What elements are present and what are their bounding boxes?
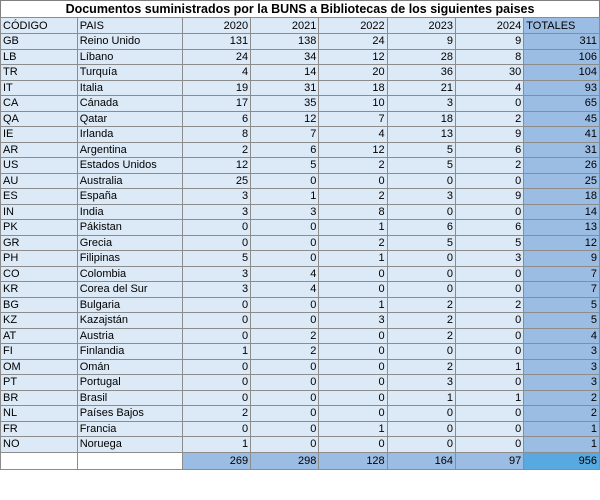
cell-year-2020[interactable]: 17 bbox=[182, 96, 250, 112]
cell-year-2021[interactable]: 0 bbox=[251, 297, 319, 313]
cell-year-2024[interactable]: 0 bbox=[455, 313, 523, 329]
cell-year-2022[interactable]: 3 bbox=[319, 313, 387, 329]
cell-year-2024[interactable]: 2 bbox=[455, 111, 523, 127]
cell-year-2020[interactable]: 2 bbox=[182, 406, 250, 422]
cell-year-2022[interactable]: 0 bbox=[319, 390, 387, 406]
table-row bbox=[1, 344, 600, 360]
cell-total[interactable]: 9 bbox=[524, 251, 600, 267]
cell-year-2020[interactable]: 131 bbox=[182, 34, 250, 50]
header-year-2021[interactable]: 2021 bbox=[251, 18, 319, 34]
table-row bbox=[1, 297, 600, 313]
cell-year-2022[interactable]: 0 bbox=[319, 173, 387, 189]
table-row bbox=[1, 220, 600, 236]
cell-year-2024[interactable]: 30 bbox=[455, 65, 523, 81]
cell-country[interactable]: Argentina bbox=[77, 142, 182, 158]
cell-year-2020[interactable]: 24 bbox=[182, 49, 250, 65]
cell-total[interactable]: 93 bbox=[524, 80, 600, 96]
cell-total[interactable]: 12 bbox=[524, 235, 600, 251]
cell-country[interactable]: Irlanda bbox=[77, 127, 182, 143]
cell-country[interactable]: Finlandia bbox=[77, 344, 182, 360]
cell-year-2022[interactable]: 7 bbox=[319, 111, 387, 127]
cell-total[interactable]: 7 bbox=[524, 282, 600, 298]
cell-year-2022[interactable]: 10 bbox=[319, 96, 387, 112]
cell-year-2022[interactable]: 1 bbox=[319, 421, 387, 437]
cell-year-2020[interactable]: 8 bbox=[182, 127, 250, 143]
cell-year-2023[interactable]: 2 bbox=[387, 328, 455, 344]
cell-year-2024[interactable]: 0 bbox=[455, 173, 523, 189]
cell-year-2022[interactable]: 0 bbox=[319, 328, 387, 344]
cell-year-2020[interactable]: 1 bbox=[182, 344, 250, 360]
cell-country[interactable]: Pákistan bbox=[77, 220, 182, 236]
table-row bbox=[1, 189, 600, 205]
cell-year-2023[interactable]: 2 bbox=[387, 313, 455, 329]
cell-total[interactable]: 65 bbox=[524, 96, 600, 112]
cell-code[interactable]: IT bbox=[1, 80, 78, 96]
cell-country[interactable]: Omán bbox=[77, 359, 182, 375]
cell-code[interactable]: US bbox=[1, 158, 78, 174]
cell-year-2021[interactable]: 0 bbox=[251, 406, 319, 422]
table-row bbox=[1, 375, 600, 391]
cell-year-2021[interactable]: 5 bbox=[251, 158, 319, 174]
cell-year-2021[interactable]: 0 bbox=[251, 235, 319, 251]
cell-country[interactable]: Países Bajos bbox=[77, 406, 182, 422]
cell-year-2023[interactable]: 0 bbox=[387, 421, 455, 437]
cell-code[interactable]: ES bbox=[1, 189, 78, 205]
cell-year-2023[interactable]: 28 bbox=[387, 49, 455, 65]
cell-code[interactable]: AU bbox=[1, 173, 78, 189]
cell-year-2021[interactable]: 34 bbox=[251, 49, 319, 65]
cell-year-2024[interactable]: 5 bbox=[455, 235, 523, 251]
cell-country[interactable]: Grecia bbox=[77, 235, 182, 251]
cell-country[interactable]: Corea del Sur bbox=[77, 282, 182, 298]
cell-year-2024[interactable]: 0 bbox=[455, 266, 523, 282]
table-row bbox=[1, 34, 600, 50]
cell-year-2023[interactable]: 18 bbox=[387, 111, 455, 127]
cell-year-2024[interactable]: 2 bbox=[455, 158, 523, 174]
cell-year-2024[interactable]: 6 bbox=[455, 220, 523, 236]
cell-total[interactable]: 5 bbox=[524, 297, 600, 313]
header-year-2024[interactable]: 2024 bbox=[455, 18, 523, 34]
cell-year-2021[interactable]: 6 bbox=[251, 142, 319, 158]
cell-year-2020[interactable]: 19 bbox=[182, 80, 250, 96]
cell-year-2020[interactable]: 0 bbox=[182, 328, 250, 344]
cell-country[interactable]: Turquía bbox=[77, 65, 182, 81]
cell-year-2021[interactable]: 2 bbox=[251, 328, 319, 344]
cell-year-2021[interactable]: 0 bbox=[251, 173, 319, 189]
cell-year-2020[interactable]: 25 bbox=[182, 173, 250, 189]
table-row bbox=[1, 313, 600, 329]
header-row bbox=[1, 18, 600, 34]
cell-total[interactable]: 106 bbox=[524, 49, 600, 65]
cell-code[interactable]: KZ bbox=[1, 313, 78, 329]
cell-code[interactable]: TR bbox=[1, 65, 78, 81]
cell-year-2024[interactable]: 0 bbox=[455, 282, 523, 298]
cell-year-2021[interactable]: 1 bbox=[251, 189, 319, 205]
cell-total[interactable]: 104 bbox=[524, 65, 600, 81]
cell-year-2024[interactable]: 0 bbox=[455, 437, 523, 453]
table-row bbox=[1, 282, 600, 298]
cell-country[interactable]: Reino Unido bbox=[77, 34, 182, 50]
cell-year-2021[interactable]: 0 bbox=[251, 313, 319, 329]
cell-total[interactable]: 2 bbox=[524, 390, 600, 406]
cell-year-2020[interactable]: 0 bbox=[182, 390, 250, 406]
cell-total[interactable]: 14 bbox=[524, 204, 600, 220]
cell-total[interactable]: 1 bbox=[524, 421, 600, 437]
cell-year-2023[interactable]: 9 bbox=[387, 34, 455, 50]
table-row bbox=[1, 49, 600, 65]
cell-country[interactable]: Estados Unidos bbox=[77, 158, 182, 174]
cell-code[interactable]: FI bbox=[1, 344, 78, 360]
cell-year-2022[interactable]: 0 bbox=[319, 266, 387, 282]
cell-total[interactable]: 13 bbox=[524, 220, 600, 236]
cell-total[interactable]: 1 bbox=[524, 437, 600, 453]
cell-year-2021[interactable]: 0 bbox=[251, 375, 319, 391]
cell-year-2023[interactable]: 0 bbox=[387, 282, 455, 298]
cell-year-2020[interactable]: 1 bbox=[182, 437, 250, 453]
cell-code[interactable]: AT bbox=[1, 328, 78, 344]
cell-year-2021[interactable]: 0 bbox=[251, 251, 319, 267]
cell-year-2021[interactable]: 14 bbox=[251, 65, 319, 81]
cell-year-2020[interactable]: 5 bbox=[182, 251, 250, 267]
year-totals-row bbox=[1, 452, 600, 469]
cell-year-2023[interactable]: 3 bbox=[387, 375, 455, 391]
table-row bbox=[1, 158, 600, 174]
header-year-2023[interactable]: 2023 bbox=[387, 18, 455, 34]
cell-total[interactable]: 3 bbox=[524, 375, 600, 391]
cell-year-2024[interactable]: 3 bbox=[455, 251, 523, 267]
cell-total[interactable]: 3 bbox=[524, 344, 600, 360]
cell-year-2022[interactable]: 1 bbox=[319, 251, 387, 267]
cell-code[interactable]: LB bbox=[1, 49, 78, 65]
cell-code[interactable]: QA bbox=[1, 111, 78, 127]
cell-code[interactable]: PT bbox=[1, 375, 78, 391]
cell-year-2022[interactable]: 8 bbox=[319, 204, 387, 220]
table-row bbox=[1, 127, 600, 143]
header-year-2020[interactable]: 2020 bbox=[182, 18, 250, 34]
header-year-2022[interactable]: 2022 bbox=[319, 18, 387, 34]
cell-total[interactable]: 311 bbox=[524, 34, 600, 50]
table-row bbox=[1, 96, 600, 112]
cell-code[interactable]: PK bbox=[1, 220, 78, 236]
cell-year-2023[interactable]: 5 bbox=[387, 158, 455, 174]
cell-year-2021[interactable]: 3 bbox=[251, 204, 319, 220]
cell-year-2024[interactable]: 6 bbox=[455, 142, 523, 158]
cell-year-2022[interactable]: 0 bbox=[319, 359, 387, 375]
cell-year-2022[interactable]: 2 bbox=[319, 235, 387, 251]
cell-year-2021[interactable]: 138 bbox=[251, 34, 319, 50]
cell-country[interactable]: Colombia bbox=[77, 266, 182, 282]
cell-country[interactable]: Qatar bbox=[77, 111, 182, 127]
cell-year-2021[interactable]: 12 bbox=[251, 111, 319, 127]
totals-blank-country[interactable] bbox=[77, 452, 182, 469]
table-row bbox=[1, 328, 600, 344]
cell-year-2022[interactable]: 0 bbox=[319, 437, 387, 453]
cell-year-2023[interactable]: 0 bbox=[387, 406, 455, 422]
cell-year-2023[interactable]: 0 bbox=[387, 204, 455, 220]
cell-year-2021[interactable]: 0 bbox=[251, 437, 319, 453]
table-row bbox=[1, 80, 600, 96]
cell-country[interactable]: Brasil bbox=[77, 390, 182, 406]
table-row bbox=[1, 437, 600, 453]
cell-code[interactable]: OM bbox=[1, 359, 78, 375]
cell-year-2024[interactable]: 1 bbox=[455, 359, 523, 375]
year-total-2020[interactable]: 269 bbox=[182, 452, 250, 469]
cell-year-2020[interactable]: 4 bbox=[182, 65, 250, 81]
cell-year-2020[interactable]: 2 bbox=[182, 142, 250, 158]
cell-year-2020[interactable]: 0 bbox=[182, 359, 250, 375]
cell-country[interactable]: India bbox=[77, 204, 182, 220]
cell-total[interactable]: 31 bbox=[524, 142, 600, 158]
cell-total[interactable]: 2 bbox=[524, 406, 600, 422]
grand-total[interactable]: 956 bbox=[524, 452, 600, 469]
cell-year-2021[interactable]: 4 bbox=[251, 282, 319, 298]
cell-year-2020[interactable]: 0 bbox=[182, 421, 250, 437]
cell-year-2024[interactable]: 0 bbox=[455, 344, 523, 360]
table-row bbox=[1, 235, 600, 251]
cell-year-2024[interactable]: 0 bbox=[455, 204, 523, 220]
cell-year-2022[interactable]: 24 bbox=[319, 34, 387, 50]
cell-total[interactable]: 4 bbox=[524, 328, 600, 344]
cell-year-2023[interactable]: 2 bbox=[387, 359, 455, 375]
table-row bbox=[1, 421, 600, 437]
cell-year-2022[interactable]: 2 bbox=[319, 189, 387, 205]
table-row bbox=[1, 111, 600, 127]
cell-year-2021[interactable]: 35 bbox=[251, 96, 319, 112]
cell-code[interactable]: IE bbox=[1, 127, 78, 143]
cell-total[interactable]: 5 bbox=[524, 313, 600, 329]
cell-year-2023[interactable]: 0 bbox=[387, 266, 455, 282]
cell-code[interactable]: KR bbox=[1, 282, 78, 298]
cell-year-2020[interactable]: 0 bbox=[182, 220, 250, 236]
cell-code[interactable]: IN bbox=[1, 204, 78, 220]
cell-year-2024[interactable]: 4 bbox=[455, 80, 523, 96]
cell-year-2022[interactable]: 1 bbox=[319, 220, 387, 236]
table-row bbox=[1, 251, 600, 267]
cell-year-2023[interactable]: 6 bbox=[387, 220, 455, 236]
cell-country[interactable]: España bbox=[77, 189, 182, 205]
cell-country[interactable]: Noruega bbox=[77, 437, 182, 453]
cell-year-2022[interactable]: 20 bbox=[319, 65, 387, 81]
year-total-2021[interactable]: 298 bbox=[251, 452, 319, 469]
cell-year-2021[interactable]: 0 bbox=[251, 359, 319, 375]
cell-year-2022[interactable]: 1 bbox=[319, 297, 387, 313]
cell-year-2020[interactable]: 0 bbox=[182, 235, 250, 251]
cell-year-2024[interactable]: 9 bbox=[455, 127, 523, 143]
documents-table bbox=[0, 17, 600, 470]
cell-year-2020[interactable]: 12 bbox=[182, 158, 250, 174]
cell-code[interactable]: CA bbox=[1, 96, 78, 112]
cell-year-2020[interactable]: 6 bbox=[182, 111, 250, 127]
table-row bbox=[1, 65, 600, 81]
totals-blank-code[interactable] bbox=[1, 452, 78, 469]
cell-total[interactable]: 26 bbox=[524, 158, 600, 174]
cell-code[interactable]: FR bbox=[1, 421, 78, 437]
cell-code[interactable]: BG bbox=[1, 297, 78, 313]
cell-year-2022[interactable]: 18 bbox=[319, 80, 387, 96]
cell-year-2020[interactable]: 3 bbox=[182, 266, 250, 282]
cell-country[interactable]: Cánada bbox=[77, 96, 182, 112]
cell-year-2023[interactable]: 21 bbox=[387, 80, 455, 96]
cell-country[interactable]: Austria bbox=[77, 328, 182, 344]
cell-year-2021[interactable]: 2 bbox=[251, 344, 319, 360]
cell-country[interactable]: Filipinas bbox=[77, 251, 182, 267]
cell-code[interactable]: NO bbox=[1, 437, 78, 453]
header-code[interactable]: CÓDIGO bbox=[1, 18, 78, 34]
cell-country[interactable]: Italia bbox=[77, 80, 182, 96]
cell-total[interactable]: 18 bbox=[524, 189, 600, 205]
table-row bbox=[1, 266, 600, 282]
cell-code[interactable]: GB bbox=[1, 34, 78, 50]
cell-country[interactable]: Francia bbox=[77, 421, 182, 437]
table-row bbox=[1, 142, 600, 158]
cell-year-2023[interactable]: 0 bbox=[387, 344, 455, 360]
cell-year-2024[interactable]: 0 bbox=[455, 328, 523, 344]
table-body bbox=[1, 34, 600, 453]
header-country[interactable]: PAIS bbox=[77, 18, 182, 34]
table-row bbox=[1, 406, 600, 422]
cell-total[interactable]: 41 bbox=[524, 127, 600, 143]
cell-year-2023[interactable]: 5 bbox=[387, 235, 455, 251]
cell-year-2024[interactable]: 0 bbox=[455, 406, 523, 422]
cell-year-2024[interactable]: 0 bbox=[455, 375, 523, 391]
cell-code[interactable]: CO bbox=[1, 266, 78, 282]
cell-year-2020[interactable]: 3 bbox=[182, 204, 250, 220]
cell-year-2023[interactable]: 36 bbox=[387, 65, 455, 81]
cell-year-2021[interactable]: 31 bbox=[251, 80, 319, 96]
cell-country[interactable]: Portugal bbox=[77, 375, 182, 391]
table-row bbox=[1, 204, 600, 220]
sheet-title: Documentos suministrados por la BUNS a Bibliotecas de los siguientes paises bbox=[0, 0, 600, 17]
cell-year-2023[interactable]: 1 bbox=[387, 390, 455, 406]
cell-year-2023[interactable]: 3 bbox=[387, 189, 455, 205]
cell-year-2020[interactable]: 3 bbox=[182, 282, 250, 298]
cell-year-2023[interactable]: 3 bbox=[387, 96, 455, 112]
year-total-2023[interactable]: 164 bbox=[387, 452, 455, 469]
cell-year-2022[interactable]: 0 bbox=[319, 406, 387, 422]
cell-total[interactable]: 7 bbox=[524, 266, 600, 282]
cell-year-2020[interactable]: 3 bbox=[182, 189, 250, 205]
table-row bbox=[1, 173, 600, 189]
cell-year-2022[interactable]: 0 bbox=[319, 282, 387, 298]
cell-year-2022[interactable]: 12 bbox=[319, 49, 387, 65]
cell-total[interactable]: 45 bbox=[524, 111, 600, 127]
cell-year-2024[interactable]: 9 bbox=[455, 34, 523, 50]
cell-total[interactable]: 3 bbox=[524, 359, 600, 375]
cell-year-2024[interactable]: 0 bbox=[455, 421, 523, 437]
cell-year-2024[interactable]: 2 bbox=[455, 297, 523, 313]
cell-year-2024[interactable]: 9 bbox=[455, 189, 523, 205]
cell-year-2022[interactable]: 0 bbox=[319, 344, 387, 360]
cell-year-2020[interactable]: 0 bbox=[182, 375, 250, 391]
cell-code[interactable]: AR bbox=[1, 142, 78, 158]
cell-year-2023[interactable]: 0 bbox=[387, 173, 455, 189]
header-totals[interactable]: TOTALES bbox=[524, 18, 600, 34]
cell-year-2023[interactable]: 5 bbox=[387, 142, 455, 158]
cell-year-2021[interactable]: 7 bbox=[251, 127, 319, 143]
cell-year-2023[interactable]: 13 bbox=[387, 127, 455, 143]
cell-year-2020[interactable]: 0 bbox=[182, 297, 250, 313]
cell-country[interactable]: Bulgaria bbox=[77, 297, 182, 313]
cell-year-2022[interactable]: 2 bbox=[319, 158, 387, 174]
cell-year-2021[interactable]: 0 bbox=[251, 390, 319, 406]
table-row bbox=[1, 390, 600, 406]
cell-year-2020[interactable]: 0 bbox=[182, 313, 250, 329]
year-total-2024[interactable]: 97 bbox=[455, 452, 523, 469]
cell-year-2023[interactable]: 2 bbox=[387, 297, 455, 313]
cell-year-2023[interactable]: 0 bbox=[387, 437, 455, 453]
table-row bbox=[1, 359, 600, 375]
cell-year-2021[interactable]: 0 bbox=[251, 220, 319, 236]
cell-year-2024[interactable]: 8 bbox=[455, 49, 523, 65]
cell-code[interactable]: GR bbox=[1, 235, 78, 251]
cell-year-2024[interactable]: 0 bbox=[455, 96, 523, 112]
cell-year-2022[interactable]: 4 bbox=[319, 127, 387, 143]
cell-country[interactable]: Australia bbox=[77, 173, 182, 189]
cell-year-2021[interactable]: 0 bbox=[251, 421, 319, 437]
cell-code[interactable]: BR bbox=[1, 390, 78, 406]
cell-code[interactable]: NL bbox=[1, 406, 78, 422]
cell-country[interactable]: Líbano bbox=[77, 49, 182, 65]
year-total-2022[interactable]: 128 bbox=[319, 452, 387, 469]
cell-year-2022[interactable]: 0 bbox=[319, 375, 387, 391]
cell-code[interactable]: PH bbox=[1, 251, 78, 267]
cell-total[interactable]: 25 bbox=[524, 173, 600, 189]
cell-year-2022[interactable]: 12 bbox=[319, 142, 387, 158]
cell-year-2024[interactable]: 1 bbox=[455, 390, 523, 406]
cell-country[interactable]: Kazajstán bbox=[77, 313, 182, 329]
cell-year-2023[interactable]: 0 bbox=[387, 251, 455, 267]
cell-year-2021[interactable]: 4 bbox=[251, 266, 319, 282]
